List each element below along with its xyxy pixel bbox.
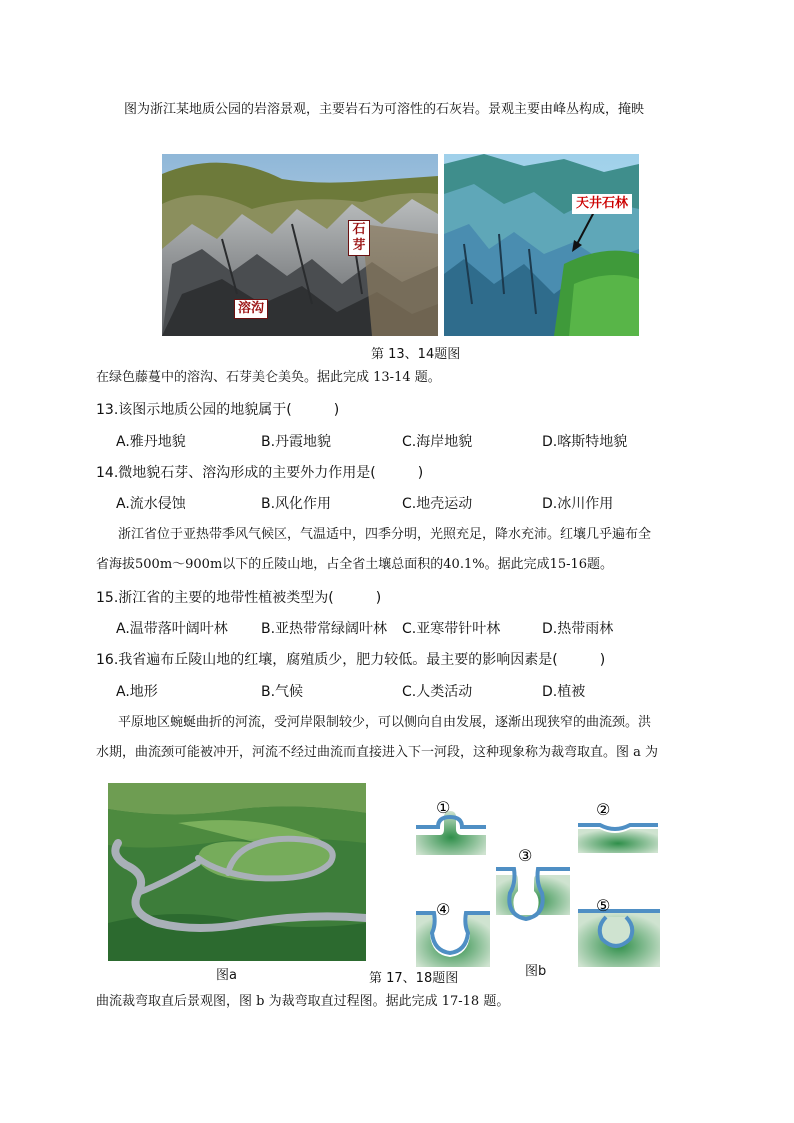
stage-5: [578, 911, 660, 967]
option-a[interactable]: A.雅丹地貌: [116, 434, 186, 450]
question-16: 16.我省遍布丘陵山地的红壤，腐殖质少，肥力较低。最主要的影响因素是( ): [96, 652, 606, 668]
option-c[interactable]: C.人类活动: [402, 684, 473, 700]
option-c[interactable]: C.海岸地貌: [402, 434, 473, 450]
option-a[interactable]: A.流水侵蚀: [116, 496, 186, 512]
option-d[interactable]: D.喀斯特地貌: [542, 434, 628, 450]
option-b[interactable]: B.亚热带常绿阔叶林: [261, 621, 388, 637]
figure-b-label: 图b: [525, 964, 547, 979]
intro-paragraph-1: 图为浙江某地质公园的岩溶景观，主要岩石为可溶性的石灰岩。景观主要由峰丛构成，掩映: [124, 102, 645, 117]
option-c[interactable]: C.地壳运动: [402, 496, 473, 512]
option-a[interactable]: A.地形: [116, 684, 158, 700]
meander-photo: [108, 783, 366, 961]
ronggou-label: 溶沟: [234, 299, 268, 319]
option-b[interactable]: B.丹霞地貌: [261, 434, 332, 450]
question-15-options: [116, 618, 676, 638]
question-16-options: [116, 681, 676, 701]
stage-1: [416, 811, 486, 855]
figure-1-caption: 第 13、14题图: [371, 347, 461, 362]
stage-label-1: ①: [436, 798, 451, 817]
stage-2: [578, 825, 658, 853]
stage-3: [496, 869, 570, 919]
meander-river-illustration: [108, 783, 366, 961]
karst-rock-illustration: [162, 154, 438, 336]
figure-a-label: 图a: [216, 968, 237, 983]
intro-paragraph-1-continued: 在绿色藤蔓中的溶沟、石芽美仑美奂。据此完成 13-14 题。: [96, 370, 441, 385]
karst-photo-left: [162, 154, 438, 336]
question-13-options: [116, 431, 676, 451]
option-b[interactable]: B.气候: [261, 684, 304, 700]
option-d[interactable]: D.植被: [542, 684, 586, 700]
option-d[interactable]: D.冰川作用: [542, 496, 614, 512]
question-14: 14.微地貌石芽、溶沟形成的主要外力作用是( ): [96, 465, 424, 481]
meander-cutoff-diagram: [410, 795, 672, 967]
stage-label-4: ④: [436, 900, 451, 919]
intro-paragraph-3-continued: 曲流裁弯取直后景观图，图 b 为裁弯取直过程图。据此完成 17-18 题。: [96, 994, 510, 1009]
question-15: 15.浙江省的主要的地带性植被类型为( ): [96, 590, 382, 606]
intro-paragraph-2-line-1: 浙江省位于亚热带季风气候区，气温适中，四季分明，光照充足，降水充沛。红壤几乎遍布全: [118, 527, 652, 542]
stone-forest-illustration: [444, 154, 639, 336]
tianjing-label: 天井石林: [572, 194, 632, 214]
figure-2-caption: 第 17、18题图: [369, 971, 459, 986]
stage-label-2: ②: [596, 800, 611, 819]
stage-label-3: ③: [518, 846, 533, 865]
option-c[interactable]: C.亚寒带针叶林: [402, 621, 501, 637]
option-d[interactable]: D.热带雨林: [542, 621, 614, 637]
shiya-label: 石芽: [348, 220, 370, 256]
karst-photo-right: [444, 154, 639, 336]
intro-paragraph-2-line-2: 省海拔500m～900m以下的丘陵山地，占全省土壤总面积的40.1%。据此完成15-16题。: [96, 557, 614, 572]
option-a[interactable]: A.温带落叶阔叶林: [116, 621, 228, 637]
intro-paragraph-3-line-2: 水期，曲流颈可能被冲开，河流不经过曲流而直接进入下一河段，这种现象称为裁弯取直。图 a 为: [96, 745, 659, 760]
stage-label-5: ⑤: [596, 896, 611, 915]
question-13: 13.该图示地质公园的地貌属于( ): [96, 402, 340, 418]
option-b[interactable]: B.风化作用: [261, 496, 332, 512]
intro-paragraph-3-line-1: 平原地区蜿蜒曲折的河流，受河岸限制较少，可以侧向自由发展，逐渐出现狭窄的曲流颈。洪: [118, 715, 652, 730]
question-14-options: [116, 493, 676, 513]
stage-4: [416, 913, 490, 967]
